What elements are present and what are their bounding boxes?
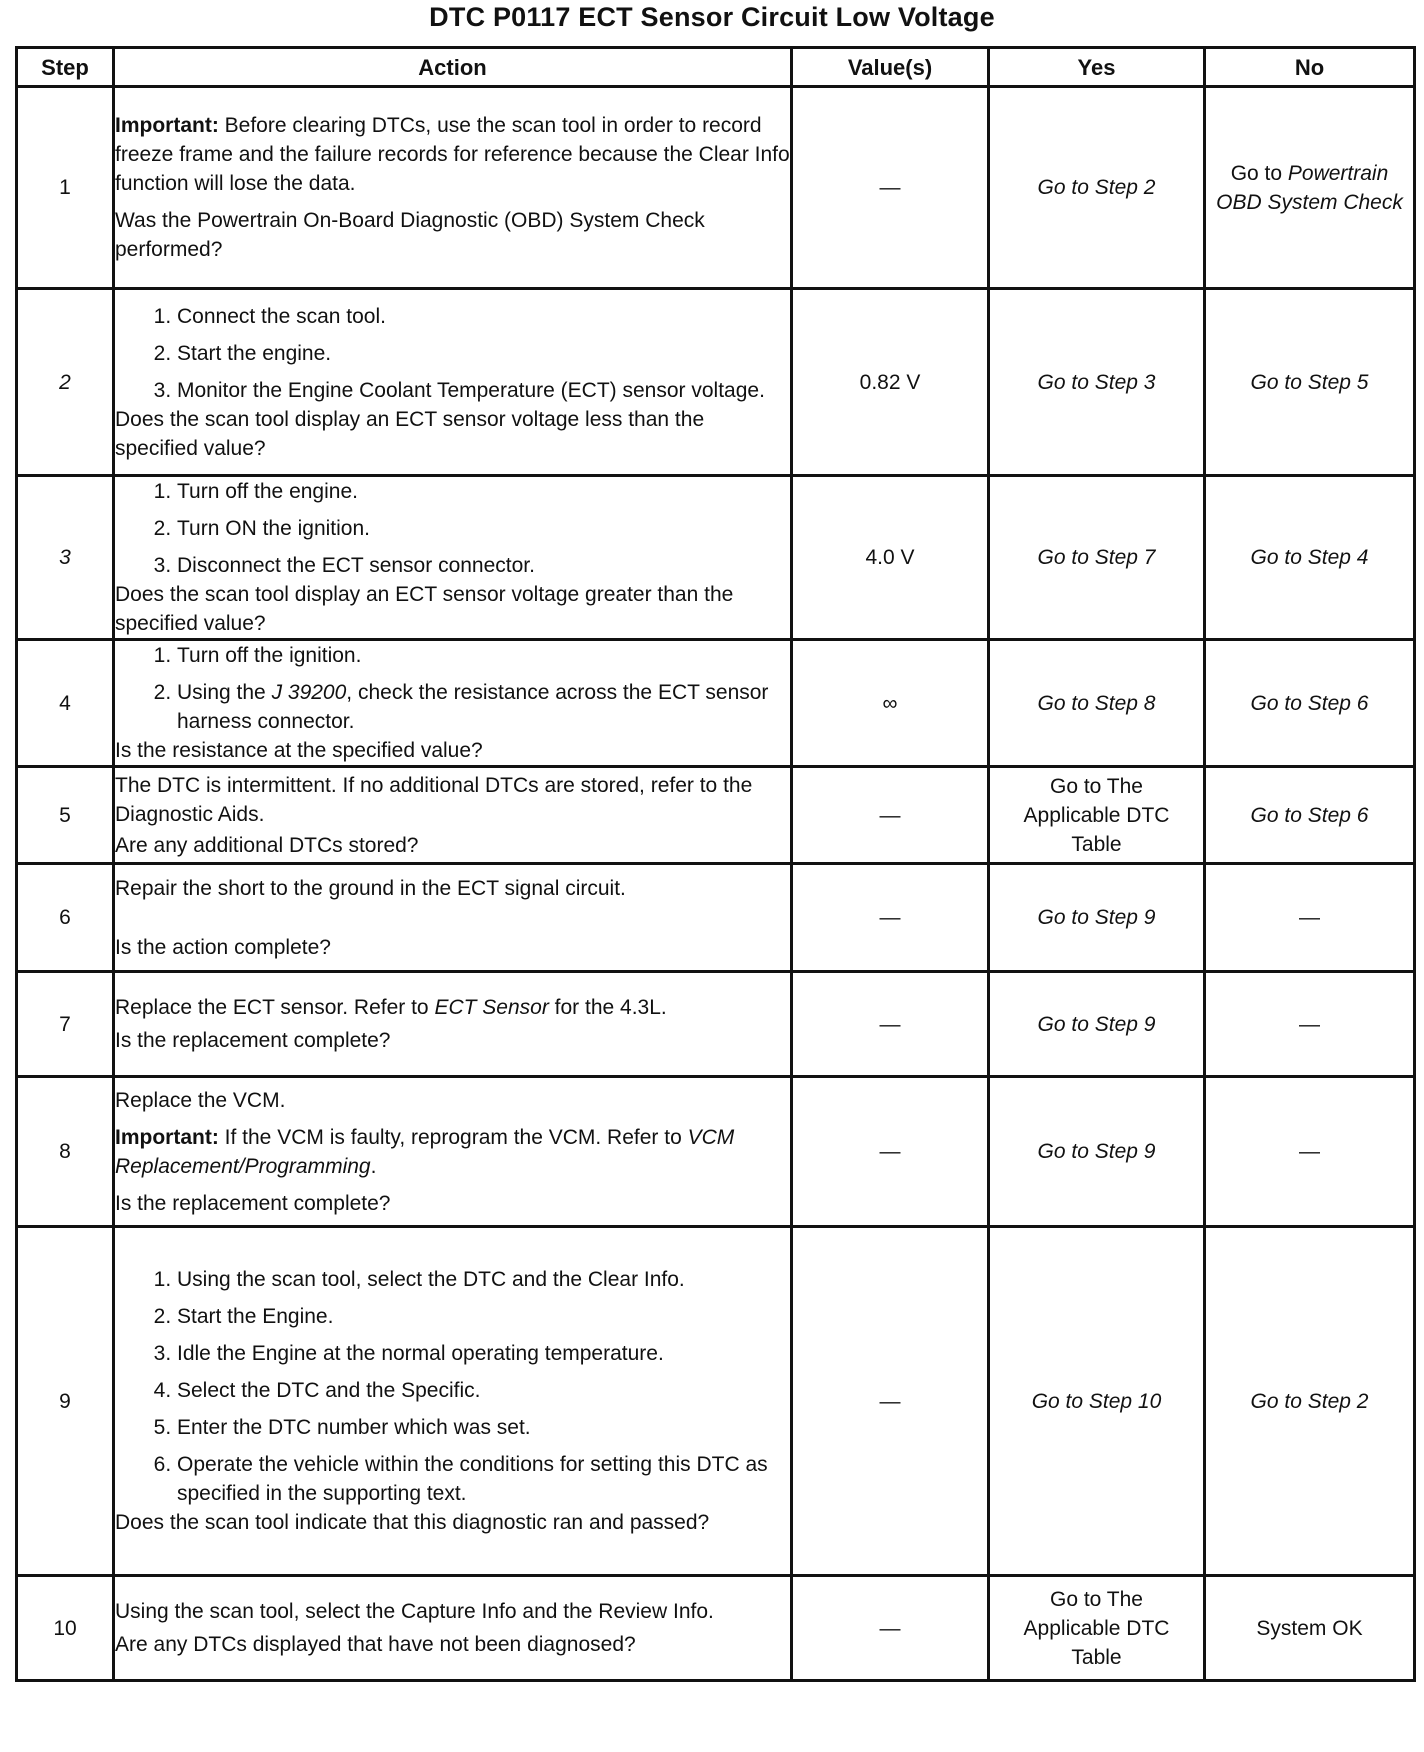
yes-cell: Go to Step 3 xyxy=(989,289,1205,476)
value-cell: — xyxy=(792,864,989,972)
header-action: Action xyxy=(114,48,792,87)
no-cell: Go to Step 4 xyxy=(1205,476,1415,640)
list-item: 4. Select the DTC and the Specific. xyxy=(177,1376,790,1405)
table-row xyxy=(17,87,1415,289)
no-cell: Go to Powertrain OBD System Check xyxy=(1205,87,1415,289)
step-number: 4 xyxy=(17,640,114,767)
header-values: Value(s) xyxy=(792,48,989,87)
header-step: Step xyxy=(17,48,114,87)
step-question: Is the replacement complete? xyxy=(115,1191,391,1215)
no-cell: — xyxy=(1205,1077,1415,1227)
no-cell: System OK xyxy=(1205,1576,1415,1681)
list-item: 3. Idle the Engine at the normal operating temperature. xyxy=(177,1339,790,1368)
step-number: 9 xyxy=(17,1227,114,1576)
yes-cell: Go to Step 10 xyxy=(989,1227,1205,1576)
no-cell: Go to Step 6 xyxy=(1205,767,1415,864)
action-cell xyxy=(114,640,792,767)
value-cell: — xyxy=(792,1227,989,1576)
value-cell: 4.0 V xyxy=(792,476,989,640)
list-item: 1. Using the scan tool, select the DTC and the Clear Info. xyxy=(177,1265,790,1294)
diagnostic-table xyxy=(15,46,1416,1682)
table-row xyxy=(17,972,1415,1077)
header-row xyxy=(17,48,1415,87)
list-item: 1. Connect the scan tool. xyxy=(177,302,790,331)
action-cell xyxy=(114,767,792,864)
action-cell xyxy=(114,864,792,972)
table-row xyxy=(17,289,1415,476)
header-yes: Yes xyxy=(989,48,1205,87)
action-cell xyxy=(114,87,792,289)
list-item: 5. Enter the DTC number which was set. xyxy=(177,1413,790,1442)
ect-sensor-link[interactable]: ECT Sensor xyxy=(434,996,549,1019)
no-cell: Go to Step 2 xyxy=(1205,1227,1415,1576)
value-cell: — xyxy=(792,972,989,1077)
value-cell: ∞ xyxy=(792,640,989,767)
step-number: 10 xyxy=(17,1576,114,1681)
step-number: 6 xyxy=(17,864,114,972)
step-number: 3 xyxy=(17,476,114,640)
yes-cell: Go to Step 8 xyxy=(989,640,1205,767)
step-number: 8 xyxy=(17,1077,114,1227)
list-item: 3. Disconnect the ECT sensor connector. xyxy=(177,551,790,580)
step-number: 5 xyxy=(17,767,114,864)
action-cell: Replace the VCM. Important: If the VCM is faulty, reprogram the VCM. Refer to VCM Replacement/Programming. Is the replacement complete? xyxy=(114,1077,792,1227)
table-row xyxy=(17,1576,1415,1681)
step-question: Is the resistance at the specified value? xyxy=(115,739,483,762)
important-text: Before clearing DTCs, use the scan tool in order to record freeze frame and the failure records for reference because the Clear Info function will lose the data. xyxy=(115,114,790,195)
value-cell: — xyxy=(792,87,989,289)
step-question: Does the scan tool indicate that this diagnostic ran and passed? xyxy=(115,1511,710,1534)
step-text: Repair the short to the ground in the ECT signal circuit. xyxy=(115,876,626,900)
action-cell xyxy=(114,1227,792,1576)
step-question: Are any additional DTCs stored? xyxy=(115,833,419,857)
yes-cell: Go to Step 2 xyxy=(989,87,1205,289)
powertrain-obd-link[interactable]: Powertrain OBD System Check xyxy=(1216,161,1403,214)
value-cell: — xyxy=(792,1576,989,1681)
action-cell xyxy=(114,1576,792,1681)
action-cell xyxy=(114,289,792,476)
step-number: 2 xyxy=(17,289,114,476)
list-item: 1. Turn off the ignition. xyxy=(177,641,790,670)
step-text: Replace the VCM. xyxy=(115,1088,286,1112)
no-cell: Go to Step 5 xyxy=(1205,289,1415,476)
list-item: 2. Start the engine. xyxy=(177,339,790,368)
yes-cell: Go to Step 7 xyxy=(989,476,1205,640)
header-no: No xyxy=(1205,48,1415,87)
yes-cell: Go to Step 9 xyxy=(989,864,1205,972)
page-title: DTC P0117 ECT Sensor Circuit Low Voltage xyxy=(429,2,995,32)
step-question: Was the Powertrain On-Board Diagnostic (OBD) System Check performed? xyxy=(115,209,705,261)
important-label: Important: xyxy=(115,1125,219,1149)
table-row xyxy=(17,1077,1415,1227)
action-cell: Replace the ECT sensor. Refer to ECT Sensor for the 4.3L. Is the replacement complete? xyxy=(114,972,792,1077)
table-row xyxy=(17,864,1415,972)
vcm-replacement-link[interactable]: VCM Replacement/Programming xyxy=(115,1125,735,1178)
no-cell: Go to Step 6 xyxy=(1205,640,1415,767)
step-question: Does the scan tool display an ECT sensor voltage greater than the specified value? xyxy=(115,583,734,635)
list-item: 2. Start the Engine. xyxy=(177,1302,790,1331)
step-text: The DTC is intermittent. If no additional DTCs are stored, refer to the Diagnostic Aids. xyxy=(115,773,753,826)
list-item: 1. Turn off the engine. xyxy=(177,477,790,506)
list-item: 3. Monitor the Engine Coolant Temperature (ECT) sensor voltage. xyxy=(177,376,790,405)
step-text: Using the scan tool, select the Capture Info and the Review Info. xyxy=(115,1600,714,1623)
step-question: Does the scan tool display an ECT sensor voltage less than the specified value? xyxy=(115,407,705,460)
yes-cell: Go to The Applicable DTC Table xyxy=(989,1576,1205,1681)
value-cell: — xyxy=(792,1077,989,1227)
list-item: 2. Using the J 39200, check the resistance across the ECT sensor harness connector. xyxy=(177,678,790,736)
important-label: Important: xyxy=(115,114,219,137)
yes-cell: Go to The Applicable DTC Table xyxy=(989,767,1205,864)
value-cell: — xyxy=(792,767,989,864)
list-item: 6. Operate the vehicle within the conditions for setting this DTC as specified in the supporting text. xyxy=(177,1450,790,1508)
step-question: Is the replacement complete? xyxy=(115,1029,391,1052)
table-row xyxy=(17,640,1415,767)
step-number: 1 xyxy=(17,87,114,289)
table-row xyxy=(17,476,1415,640)
tool-reference: J 39200 xyxy=(271,681,347,704)
value-cell: 0.82 V xyxy=(792,289,989,476)
step-number: 7 xyxy=(17,972,114,1077)
table-row xyxy=(17,1227,1415,1576)
no-cell: — xyxy=(1205,972,1415,1077)
step-question: Are any DTCs displayed that have not been diagnosed? xyxy=(115,1633,636,1656)
list-item: 2. Turn ON the ignition. xyxy=(177,514,790,543)
action-cell xyxy=(114,476,792,640)
yes-cell: Go to Step 9 xyxy=(989,1077,1205,1227)
no-cell: — xyxy=(1205,864,1415,972)
table-row xyxy=(17,767,1415,864)
yes-cell: Go to Step 9 xyxy=(989,972,1205,1077)
step-question: Is the action complete? xyxy=(115,935,331,959)
